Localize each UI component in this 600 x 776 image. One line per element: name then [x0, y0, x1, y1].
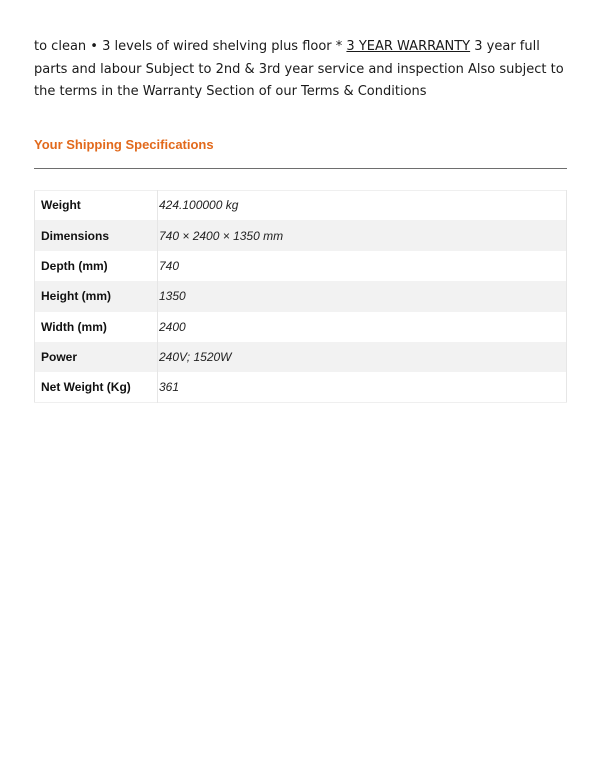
description-text-before: to clean • 3 levels of wired shelving plus floor *	[34, 39, 347, 54]
description-text-after: 3 year full parts and labour Subject to 2nd & 3rd year service and inspection Also subject to the terms in the Warranty Section of our Terms & Conditions	[34, 39, 564, 99]
spec-value: 2400	[159, 319, 186, 334]
product-description	[34, 36, 567, 104]
table-row-power	[35, 342, 567, 372]
product-content	[34, 36, 567, 403]
spec-label: Width (mm)	[35, 312, 158, 342]
spec-value: 1350	[159, 289, 186, 304]
spec-label: Power	[35, 342, 158, 372]
section-divider	[34, 168, 567, 169]
table-row-weight	[35, 190, 567, 220]
spec-value: 361	[159, 380, 180, 395]
spec-label: Weight	[35, 190, 158, 220]
table-row-height	[35, 281, 567, 311]
table-row-dimensions	[35, 220, 567, 250]
spec-value: 240V; 1520W	[159, 350, 232, 365]
shipping-specifications-title: Your Shipping Specifications	[34, 136, 214, 152]
shipping-specifications-table	[34, 190, 567, 404]
spec-label: Height (mm)	[35, 281, 158, 311]
spec-label: Dimensions	[35, 220, 158, 250]
spec-label: Depth (mm)	[35, 251, 158, 281]
spec-value: 740	[159, 258, 180, 273]
table-row-net-weight	[35, 372, 567, 402]
spec-label: Net Weight (Kg)	[35, 372, 158, 402]
spec-value: 424.100000 kg	[159, 198, 239, 213]
spec-value: 740 × 2400 × 1350 mm	[159, 228, 284, 243]
table-row-depth	[35, 251, 567, 281]
table-row-width	[35, 312, 567, 342]
warranty-link[interactable]: 3 YEAR WARRANTY	[346, 39, 471, 54]
